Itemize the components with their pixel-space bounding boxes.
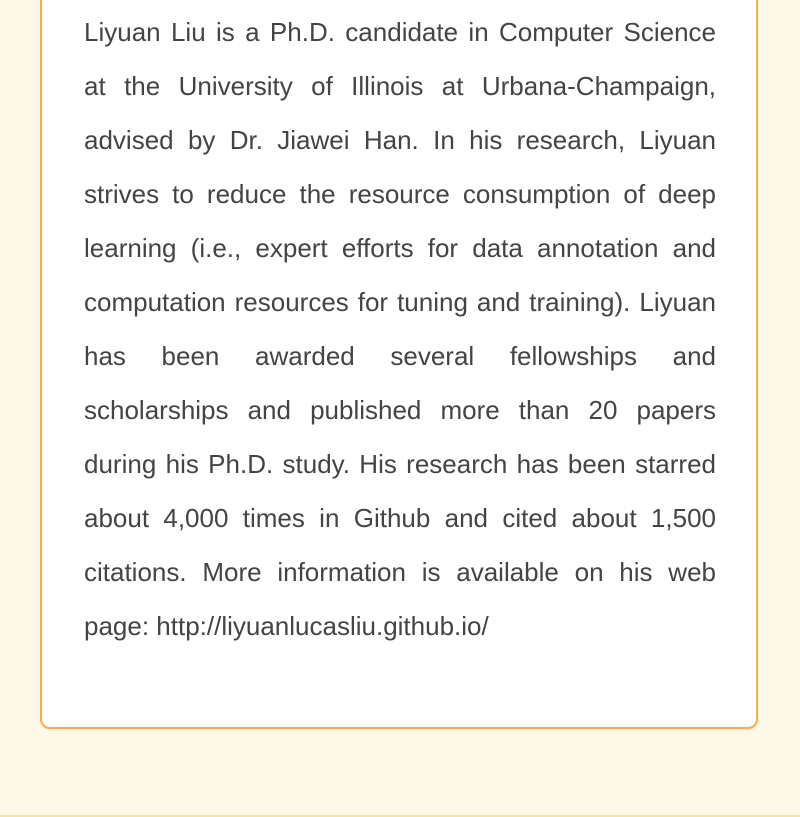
bio-paragraph: Liyuan Liu is a Ph.D. candidate in Computer Science at the University of Illinois at Urbana-Champaign, advised by Dr. Jiawei Han. In his research, Liyuan strives to reduce the resource consumption of deep learning (i.e., expert efforts for data annotation and computation resources for tuning and training). Liyuan has been awarded several fellowships and scholarships and published more than 20 papers during his Ph.D. study. His research has been starred about 4,000 times in Github and cited about 1,500 citations. More information is available on his web page: xyxy=(84,17,716,641)
speaker-bio-card xyxy=(40,0,758,729)
homepage-link[interactable]: http://liyuanlucasliu.github.io/ xyxy=(156,611,489,641)
speaker-bio-text xyxy=(84,5,716,653)
